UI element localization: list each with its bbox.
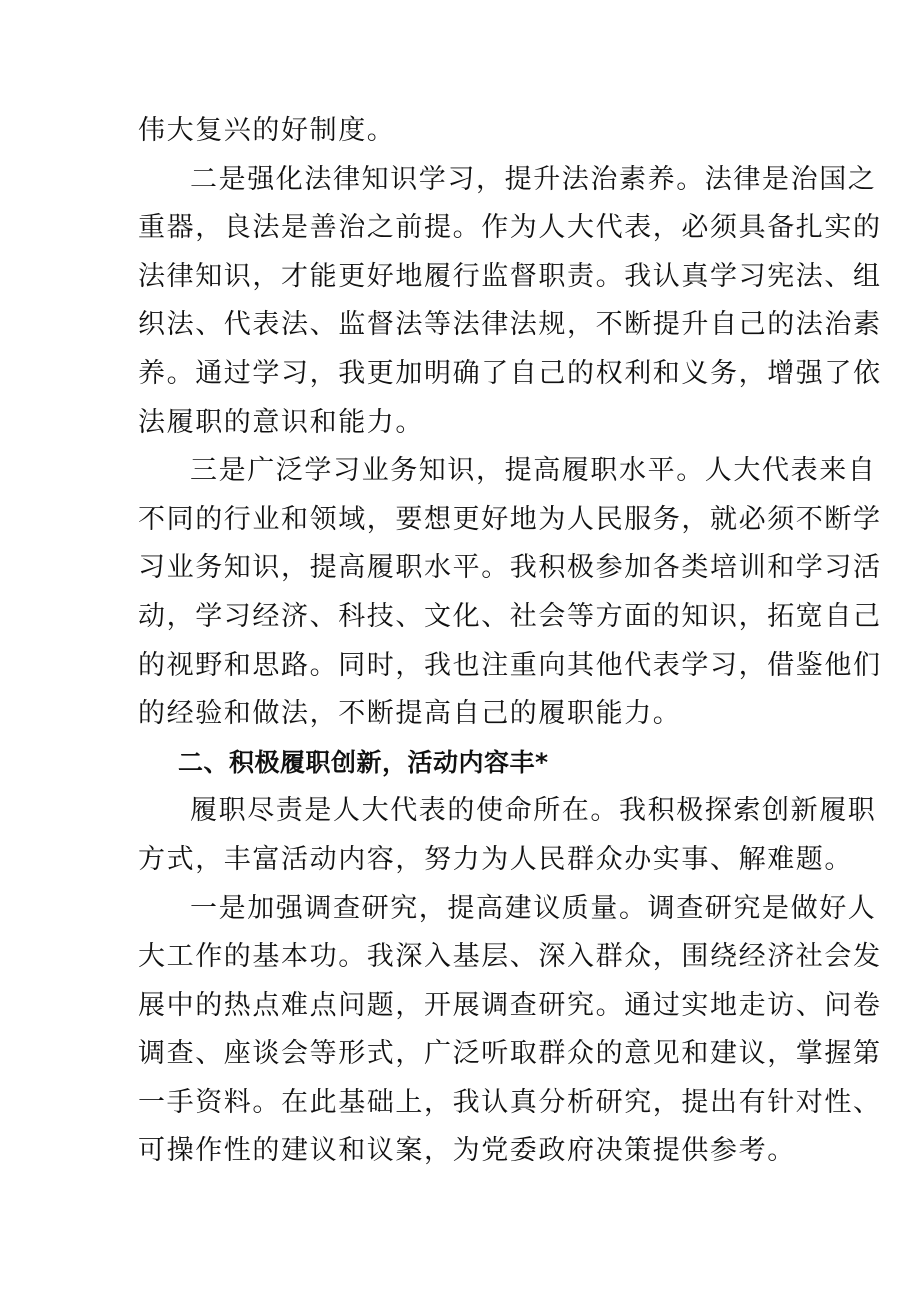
paragraph-line: 动，学习经济、科技、文化、社会等方面的知识，拓宽自己 [138,600,882,632]
paragraph-line: 织法、代表法、监督法等法律法规，不断提升自己的法治素 [138,309,882,341]
paragraph-line: 法律知识，才能更好地履行监督职责。我认真学习宪法、组 [138,260,882,292]
paragraph-line: 大工作的基本功。我深入基层、深入群众，围绕经济社会发 [138,941,882,973]
paragraph-line: 可操作性的建议和议案，为党委政府决策提供参考。 [138,1135,796,1167]
paragraph-line: 一是加强调查研究，提高建议质量。调查研究是做好人 [190,892,877,924]
document-body [138,107,882,1176]
paragraph-line: 养。通过学习，我更加明确了自己的权利和义务，增强了依 [138,357,882,389]
paragraph-line: 调查、座谈会等形式，广泛听取群众的意见和建议，掌握第 [138,1038,882,1070]
paragraph-line: 不同的行业和领域，要想更好地为人民服务，就必须不断学 [138,503,882,535]
section-heading: 二、积极履职创新，活动内容丰* [178,747,549,777]
paragraph-line: 三是广泛学习业务知识，提高履职水平。人大代表来自 [190,455,877,487]
paragraph-line: 履职尽责是人大代表的使命所在。我积极探索创新履职 [190,795,877,827]
paragraph-line: 二是强化法律知识学习，提升法治素养。法律是治国之 [190,163,877,195]
paragraph-line: 一手资料。在此基础上，我认真分析研究，提出有针对性、 [138,1086,882,1118]
paragraph-line: 的经验和做法，不断提高自己的履职能力。 [138,698,682,730]
paragraph-line: 重器，良法是善治之前提。作为人大代表，必须具备扎实的 [138,212,882,244]
paragraph-line: 习业务知识，提高履职水平。我积极参加各类培训和学习活 [138,552,882,584]
paragraph-line: 方式，丰富活动内容，努力为人民群众办实事、解难题。 [138,843,853,875]
paragraph-line: 法履职的意识和能力。 [138,406,424,438]
paragraph-line: 展中的热点难点问题，开展调查研究。通过实地走访、问卷 [138,989,882,1021]
paragraph-line: 伟大复兴的好制度。 [138,115,396,146]
paragraph-line: 的视野和思路。同时，我也注重向其他代表学习，借鉴他们 [138,649,882,681]
